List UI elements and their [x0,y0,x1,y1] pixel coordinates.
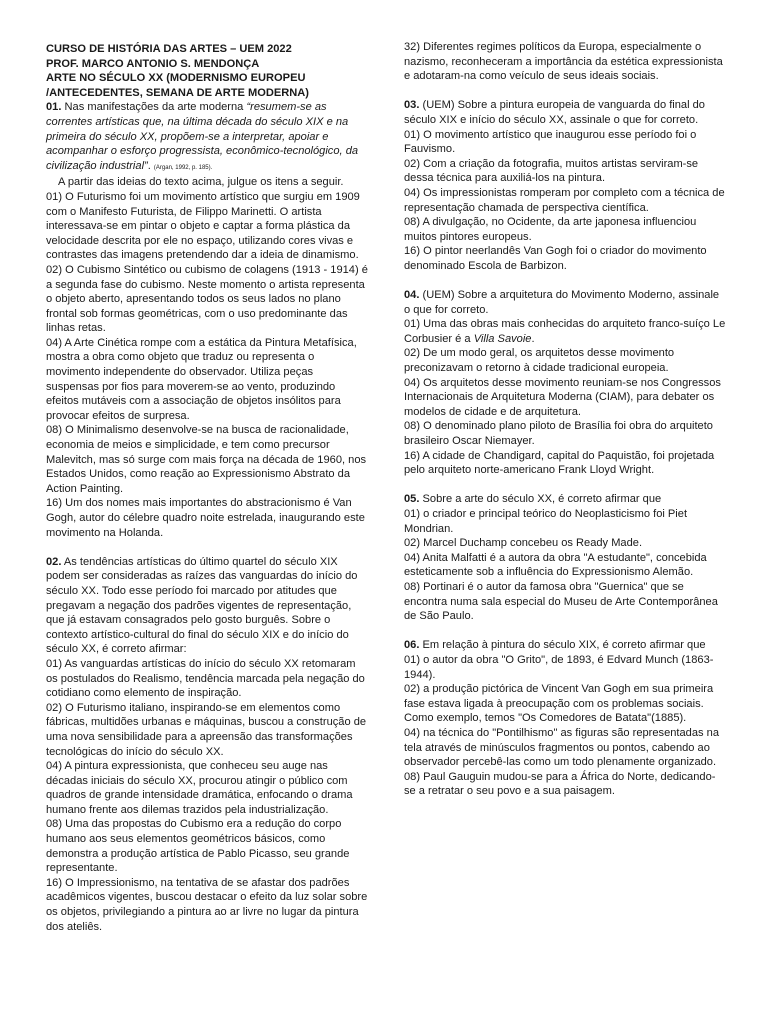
question-05-intro [404,492,726,507]
question-01-intro [46,100,368,175]
professor-name: PROF. MARCO ANTONIO S. MENDONÇA [46,57,260,70]
question-01-lead: A partir das ideias do texto acima, julgue os itens a seguir. [58,176,344,189]
question-01-item: 01) O Futurismo foi um movimento artístico que surgiu em 1909 com o Manifesto Futurista, de Filippo Marinetti. O artista interessava-se em pintar o objeto e captar a forma plástica da velocidade descrita por ele no espaço, utilizando cores vivas e contrastes das imagens pretendendo dar a ideia de dinamismo. [46,190,360,262]
question-04-item: 04) Os arquitetos desse movimento reuniam-se nos Congressos Internacionais de Arquitetura Moderna (CIAM), para debater os modelos de cidade e de arquitetura. [404,376,721,418]
question-06-intro [404,638,726,653]
question-06-item: 02) a produção pictórica de Vincent Van Gogh em sua primeira fase estava ligada à preocupação com os problemas sociais. Como exemplo, temos "Os Comedores de Batata"(1885). [404,683,714,725]
spacer [404,478,726,493]
spacer [404,624,726,639]
question-05-item: 04) Anita Malfatti é a autora da obra "A estudante", concebida esteticamente sob a influência do Expressionismo Alemão. [404,551,707,579]
question-01-item: 04) A Arte Cinética rompe com a estática da Pintura Metafísica, mostra a obra como objeto que traduz ou representa o movimento independente do observador. Utiliza peças suspensas por fios para moverem-se ao vento, produzindo efeitos mutáveis com a associação de objetos insólitos para provocar efeitos de surpresa. [46,336,357,422]
question-02-intro-text: As tendências artísticas do último quartel do século XIX podem ser consideradas as raízes das vanguardas do início do século XX. Todo esse período foi marcado por atitudes que pregavam a negação dos padrões vigentes de representação, que já estavam consagrados pelo gosto burguês. Sobre o contexto artístico-cultural do final do século XIX e do início do século XX, é correto afirmar: [46,555,358,656]
right-column [404,40,726,799]
left-column [46,42,368,934]
question-02-item: 16) O Impressionismo, na tentativa de se afastar dos padrões acadêmicos vigentes, buscou destacar o efeito da luz solar sobre os objetos, privilegiando a pintura ao ar livre no lugar da pintura dos ateliês. [46,876,368,933]
question-02-item: 04) A pintura expressionista, que conheceu seu auge nas décadas iniciais do século XX, procurou atingir o público com quadros de grande intensidade dramática, enfocando o drama humano frente aos dilemas trazidos pela industrialização. [46,760,353,816]
question-02-number: 02. [46,555,62,568]
question-04-intro [404,288,726,317]
spacer [404,84,726,99]
question-04-intro-text: (UEM) Sobre a arquitetura do Movimento Moderno, assinale o que for correto. [404,289,720,316]
spacer [404,274,726,289]
question-02-item: 02) O Futurismo italiano, inspirando-se em elementos como fábricas, multidões urbanas e máquinas, buscou a construção de uma nova sensibilidade para a apreensão das transformações tecnológicas do início do século XX. [46,701,367,758]
question-06-item: 08) Paul Gauguin mudou-se para a África do Norte, dedicando-se a retratar o seu povo e a sua paisagem. [404,770,716,798]
question-05-item: 08) Portinari é o autor da famosa obra "Guernica" que se encontra numa sala especial do Museu de Arte Contemporânea de São Paulo. [404,580,718,623]
question-03-item: 08) A divulgação, no Ocidente, da arte japonesa influenciou muitos pintores europeus. [404,216,697,243]
question-04-item01-text: 01) Uma das obras mais conhecidas do arquiteto franco-suíço Le Corbusier é a [404,318,726,345]
course-title: CURSO DE HISTÓRIA DAS ARTES – UEM 2022 [46,43,292,55]
question-06-item: 01) o autor da obra "O Grito", de 1893, é Edvard Munch (1863-1944). [404,653,714,681]
question-05-number: 05. [404,493,420,506]
question-05-item: 01) o criador e principal teórico do Neoplasticismo foi Piet Mondrian. [404,508,688,535]
question-06-number: 06. [404,639,420,652]
spacer [46,540,368,555]
question-04-item: 16) A cidade de Chandigard, capital do Paquistão, foi projetada pelo arquiteto norte-americano Frank Lloyd Wright. [404,449,715,477]
question-01-intro-text: Nas manifestações da arte moderna [64,101,244,114]
question-04-item: 02) De um modo geral, os arquitetos desse movimento preconizavam o retorno à cidade tradicional europeia. [404,347,675,375]
question-01-number: 01. [46,101,62,114]
question-05-item: 02) Marcel Duchamp concebeu os Ready Made. [404,537,643,550]
question-04-item01-work: Villa Savoie [473,332,532,345]
question-03-item: 04) Os impressionistas romperam por completo com a técnica de representação chamada de perspectiva científica. [404,186,725,214]
question-01-period: . [147,159,151,172]
question-06-item: 04) na técnica do "Pontilhismo" as figuras são representadas na tela através de minúsculos fragmentos ou pontos, cabendo ao observador percebê-las como um todo plenamente organizado. [404,726,719,769]
question-03-intro [404,98,726,127]
question-02-item: 32) Diferentes regimes políticos da Europa, especialmente o nazismo, reconheceram a importância da estética expressionista e adotaram-na como veículo de seus ideais sociais. [404,41,723,83]
question-01-item: 16) Um dos nomes mais importantes do abstracionismo é Van Gogh, autor do célebre quadro noite estrelada, inaugurando este movimento na Holanda. [46,497,365,539]
question-06-intro-text: Em relação à pintura do século XIX, é correto afirmar que [422,639,706,652]
question-04-item: 08) O denominado plano piloto de Brasília foi obra do arquiteto brasileiro Oscar Niemayer. [404,420,713,448]
question-03-item: 16) O pintor neerlandês Van Gogh foi o criador do movimento denominado Escola de Barbizon. [404,245,707,272]
question-02-intro [46,555,368,657]
question-04-item [404,317,726,346]
question-03-item: 01) O movimento artístico que inaugurou esse período foi o Fauvismo. [404,128,697,156]
question-03-number: 03. [404,99,420,112]
question-04-number: 04. [404,289,420,302]
question-02-item: 01) As vanguardas artísticas do início do século XX retomaram os postulados do Realismo, tendência marcada pela negação do cotidiano como elemento de inspiração. [46,657,365,700]
question-05-intro-text: Sobre a arte do século XX, é correto afirmar que [422,493,662,506]
question-03-intro-text: (UEM) Sobre a pintura europeia de vanguarda do final do século XIX e início do século XX, assinale o que for correto. [404,99,705,126]
question-02-item: 08) Uma das propostas do Cubismo era a redução do corpo humano aos seus elementos geométricos básicos, como demonstra a produção artística de Pablo Picasso, seu grande representante. [46,818,350,875]
question-01-item: 08) O Minimalismo desenvolve-se na busca de racionalidade, economia de meios e simplicidade, e tem como precursor Malevitch, mas só surge com mais força na década de 1960, nos Estados Unidos, como reação ao Expressionismo Abstrato da Action Painting. [46,424,367,495]
topic-title: ARTE NO SÉCULO XX (MODERNISMO EUROPEU /ANTECEDENTES, SEMANA DE ARTE MODERNA) [46,72,309,99]
question-01-quote: “resumem-se as correntes artísticas que, na última década do século XIX e na primeira do século XX, propõem-se a interpretar, apoiar e acompanhar o esforço progressista, econômico-tecnológico, da civilização industrial” [46,101,359,172]
question-01-item: 02) O Cubismo Sintético ou cubismo de colagens (1913 - 1914) é a segunda fase do cubismo. Neste momento o artista representa o objeto aberto, apresentando todos os seus lados no plano frontal sob formas geométricas, com o uso predominante das linhas retas. [46,263,368,335]
question-04-item01-period: . [531,332,535,345]
question-03-item: 02) Com a criação da fotografia, muitos artistas serviram-se dessa técnica para auxiliá-los na pintura. [404,157,699,185]
question-01-citation: (Argan, 1992, p. 185). [153,164,213,171]
